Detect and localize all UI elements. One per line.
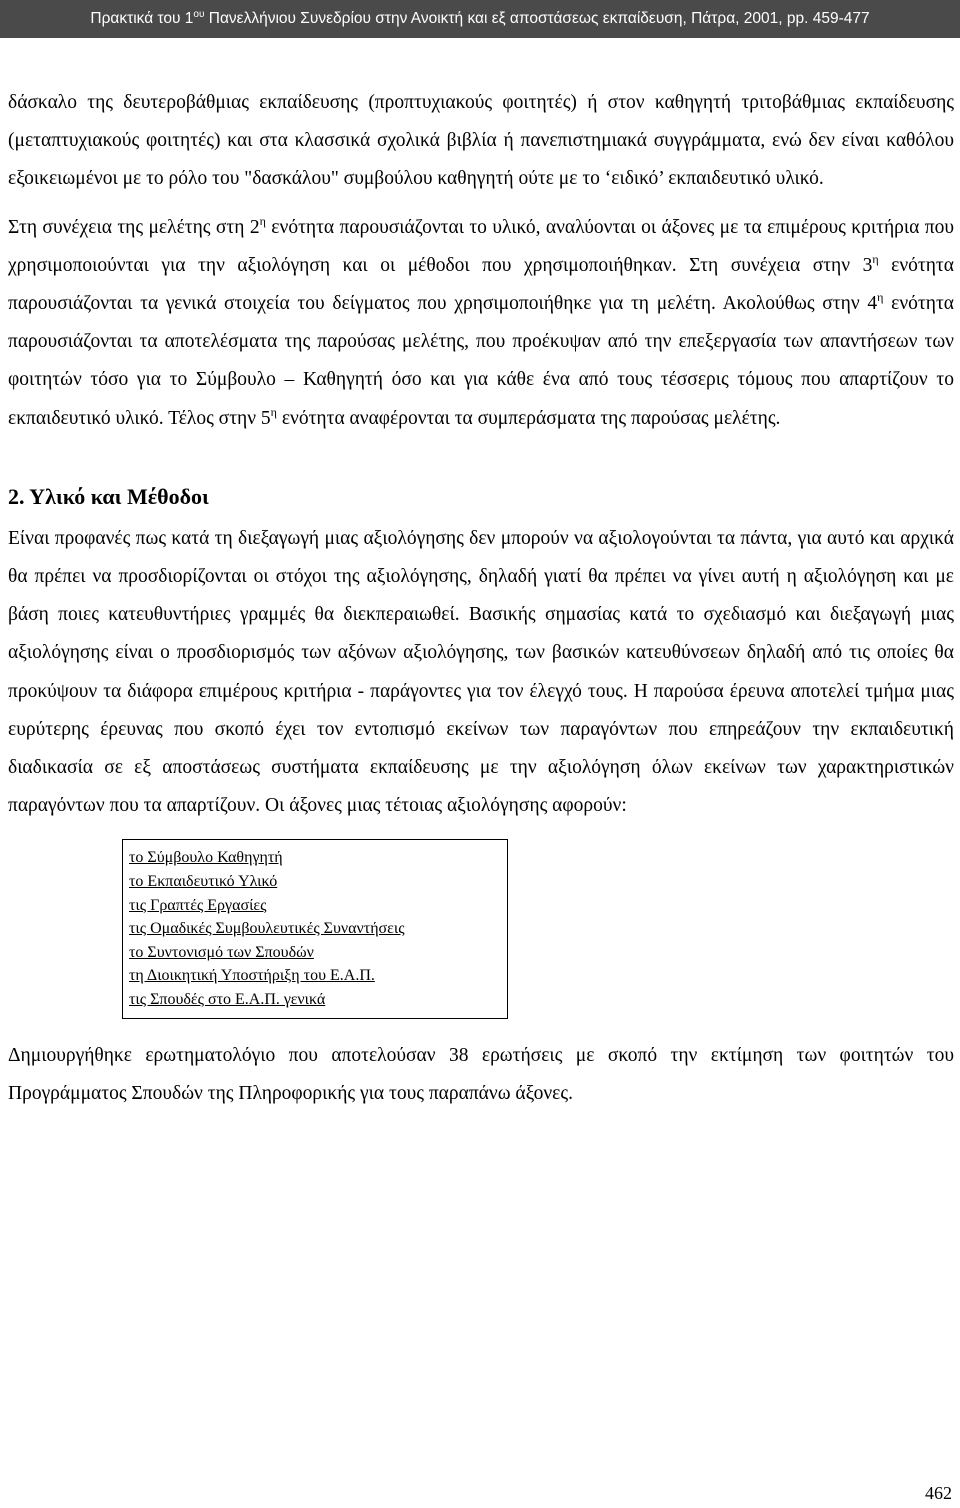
axis-item-assignments: τις Γραπτές Εργασίες — [129, 896, 267, 914]
structure-paragraph — [8, 209, 954, 438]
section-heading: 2. Υλικό και Μέθοδοι — [8, 483, 209, 509]
axis-item-studies-general: τις Σπουδές στο Ε.Α.Π. γενικά — [129, 991, 326, 1009]
structure-sup-4: η — [270, 404, 277, 419]
method-paragraph: Είναι προφανές πως κατά τη διεξαγωγή μιας αξιολόγησης δεν μπορούν να αξιολογούνται τα πάντα, για αυτό και αρχικά θα πρέπει να προσδιορίζονται οι στόχοι της αξιολόγησης, δηλαδή γιατί θα πρέπει να γίνει αυτή η αξιολόγηση και με βάση ποιες κατευθυντήριες γραμμές θα διεκπεραιωθεί. Βασικής σημασίας κατά το σχεδιασμό και διεξαγωγή μιας αξιολόγησης είναι ο προσδιορισμός των αξόνων αξιολόγησης, των βασικών κατευθύνσεων δηλαδή από τις οποίες θα προκύψουν τα διάφορα επιμέρους κριτήρια - παράγοντες για τον έλεγχό τους. Η παρούσα έρευνα αποτελεί τμήμα μιας ευρύτερης έρευνας που σκοπό έχει τον εντοπισμό εκείνων των παραγόντων που επηρεάζουν την εκπαιδευτική διαδικασία σε εξ αποστάσεως συστήματα εκπαίδευσης με την αξιολόγηση όλων εκείνων των χαρακτηριστικών παραγόντων που τα απαρτίζουν. Οι άξονες μιας τέτοιας αξιολόγησης αφορούν: — [8, 527, 954, 817]
intro-paragraph: δάσκαλο της δευτεροβάθμιας εκπαίδευσης (προπτυχιακούς φοιτητές) ή στον καθηγητή τριτοβάθμιας εκπαίδευσης (μεταπτυχιακούς φοιτητές) και στα κλασσικά σχολικά βιβλία ή πανεπιστημιακά συγγράμματα, ενώ δεν είναι καθόλου εξοικειωμένοι με το ρόλο του "δασκάλου" συμβούλου καθηγητή ούτε με το ‘ειδικό’ εκπαιδευτικό υλικό. — [8, 92, 954, 190]
axis-item-advisor: το Σύμβουλο Καθηγητή — [129, 849, 283, 867]
questionnaire-paragraph: Δημιουργήθηκε ερωτηματολόγιο που αποτελούσαν 38 ερωτήσεις με σκοπό την εκτίμηση των φοιτητών του Προγράμματος Σπουδών της Πληροφορικής για τους παραπάνω άξονες. — [8, 1044, 954, 1104]
page-header — [0, 0, 960, 38]
axis-item-material: το Εκπαιδευτικό Υλικό — [129, 873, 278, 891]
structure-text-4: ενότητα παρουσιάζονται τα αποτελέσματα της παρούσας μελέτης, που προέκυψαν από την επεξεργασία των απαντήσεων των φοιτητών τόσο για το Σύμβουλο – Καθηγητή όσο και για κάθε ένα από τους τέσσερις τόμους που απαρτίζουν το εκπαιδευτικό υλικό. Τέλος στην 5 — [8, 293, 954, 429]
structure-text-2: ενότητα παρουσιάζονται το υλικό, αναλύονται οι άξονες με τα επιμέρους κριτήρια που χρησιμοποιούνται για την αξιολόγηση και οι μέθοδοι που χρησιμοποιήθηκαν. Στη συνέχεια στην 3 — [8, 216, 954, 276]
header-superscript: ου — [193, 9, 205, 20]
axis-item-group-meetings: τις Ομαδικές Συμβουλευτικές Συναντήσεις — [129, 920, 405, 938]
structure-sup-3: η — [877, 290, 884, 305]
axes-list-box — [122, 839, 508, 1018]
structure-sup-2: η — [872, 251, 879, 266]
header-suffix: Πανελλήνιου Συνεδρίου στην Ανοικτή και εξ αποστάσεως εκπαίδευση, Πάτρα, 2001, pp. 459-477 — [204, 10, 870, 27]
axis-item-admin-support: τη Διοικητική Υποστήριξη του Ε.Α.Π. — [129, 967, 375, 985]
structure-text-3: ενότητα παρουσιάζονται τα γενικά στοιχεία του δείγματος που χρησιμοποιήθηκε για τη μελέτη. Ακολούθως στην 4 — [8, 254, 954, 315]
structure-sup-1: η — [259, 213, 266, 228]
header-prefix: Πρακτικά του 1 — [90, 10, 194, 27]
structure-text-1: Στη συνέχεια της μελέτης στη 2 — [8, 216, 260, 238]
axis-item-coordination: το Συντονισμό των Σπουδών — [129, 943, 314, 961]
document-body — [8, 84, 954, 1113]
page-number: 462 — [925, 1483, 952, 1503]
structure-text-5: ενότητα αναφέρονται τα συμπεράσματα της παρούσας μελέτης. — [276, 407, 781, 429]
